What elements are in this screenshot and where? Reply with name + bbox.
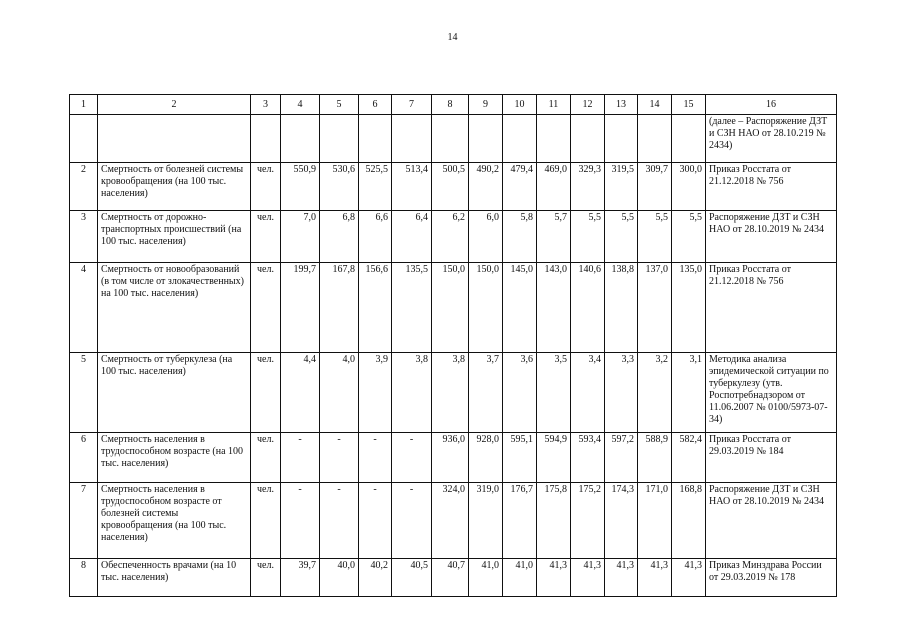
- value-cell: 500,5: [432, 163, 469, 211]
- table-row: [70, 559, 837, 597]
- header-cell: 2: [98, 95, 251, 115]
- value-cell: -: [320, 433, 359, 483]
- source-cell: Приказ Росстата от 21.12.2018 № 756: [706, 163, 837, 211]
- value-cell: 137,0: [638, 263, 672, 353]
- header-cell: 4: [281, 95, 320, 115]
- value-cell: 176,7: [503, 483, 537, 559]
- value-cell: 5,5: [571, 211, 605, 263]
- value-cell: 3,4: [571, 353, 605, 433]
- value-cell: -: [392, 483, 432, 559]
- value-cell: 4,4: [281, 353, 320, 433]
- value-cell: 41,3: [571, 559, 605, 597]
- indicator-name: Смертность населения в трудоспособном возрасте (на 100 тыс. населения): [98, 433, 251, 483]
- value-cell: 5,5: [638, 211, 672, 263]
- value-cell: 6,8: [320, 211, 359, 263]
- unit-cell: чел.: [251, 433, 281, 483]
- value-cell: 6,6: [359, 211, 392, 263]
- value-cell: 41,0: [503, 559, 537, 597]
- value-cell: 928,0: [469, 433, 503, 483]
- value-cell: 5,5: [605, 211, 638, 263]
- continuation-note: (далее – Распоряжение ДЗТ и СЗН НАО от 28.10.219 № 2434): [706, 115, 837, 163]
- header-cell: 12: [571, 95, 605, 115]
- table-row: [70, 353, 837, 433]
- row-index: 3: [70, 211, 98, 263]
- header-cell: 9: [469, 95, 503, 115]
- unit-cell: чел.: [251, 263, 281, 353]
- value-cell: 7,0: [281, 211, 320, 263]
- unit-cell: чел.: [251, 483, 281, 559]
- value-cell: 3,9: [359, 353, 392, 433]
- value-cell: 6,4: [392, 211, 432, 263]
- value-cell: 3,8: [392, 353, 432, 433]
- indicator-name: Обеспеченность врачами (на 10 тыс. населения): [98, 559, 251, 597]
- value-cell: 588,9: [638, 433, 672, 483]
- value-cell: 319,0: [469, 483, 503, 559]
- value-cell: -: [281, 433, 320, 483]
- indicator-name: Смертность от новообразований (в том числе от злокачественных) на 100 тыс. населения): [98, 263, 251, 353]
- value-cell: 156,6: [359, 263, 392, 353]
- value-cell: 6,0: [469, 211, 503, 263]
- value-cell: 479,4: [503, 163, 537, 211]
- value-cell: -: [359, 433, 392, 483]
- value-cell: 329,3: [571, 163, 605, 211]
- value-cell: 3,8: [432, 353, 469, 433]
- value-cell: 171,0: [638, 483, 672, 559]
- value-cell: -: [320, 483, 359, 559]
- source-cell: Распоряжение ДЗТ и СЗН НАО от 28.10.2019 № 2434: [706, 483, 837, 559]
- value-cell: 150,0: [469, 263, 503, 353]
- source-cell: Приказ Росстата от 21.12.2018 № 756: [706, 263, 837, 353]
- table-row: [70, 483, 837, 559]
- header-cell: 1: [70, 95, 98, 115]
- value-cell: 550,9: [281, 163, 320, 211]
- table-row: [70, 263, 837, 353]
- value-cell: 595,1: [503, 433, 537, 483]
- value-cell: 41,3: [638, 559, 672, 597]
- indicator-name: Смертность от дорожно-транспортных происшествий (на 100 тыс. населения): [98, 211, 251, 263]
- header-cell: 10: [503, 95, 537, 115]
- header-cell: 16: [706, 95, 837, 115]
- value-cell: 582,4: [672, 433, 706, 483]
- value-cell: -: [392, 433, 432, 483]
- value-cell: 199,7: [281, 263, 320, 353]
- header-cell: 8: [432, 95, 469, 115]
- value-cell: 39,7: [281, 559, 320, 597]
- header-row: [70, 95, 837, 115]
- value-cell: 936,0: [432, 433, 469, 483]
- value-cell: 143,0: [537, 263, 571, 353]
- header-cell: 3: [251, 95, 281, 115]
- value-cell: 513,4: [392, 163, 432, 211]
- row-index: 8: [70, 559, 98, 597]
- value-cell: 469,0: [537, 163, 571, 211]
- value-cell: 324,0: [432, 483, 469, 559]
- value-cell: 145,0: [503, 263, 537, 353]
- value-cell: 3,6: [503, 353, 537, 433]
- unit-cell: чел.: [251, 559, 281, 597]
- value-cell: 40,7: [432, 559, 469, 597]
- value-cell: 5,7: [537, 211, 571, 263]
- value-cell: -: [359, 483, 392, 559]
- continuation-row: [70, 115, 837, 163]
- value-cell: 41,3: [537, 559, 571, 597]
- value-cell: 525,5: [359, 163, 392, 211]
- value-cell: 3,3: [605, 353, 638, 433]
- value-cell: 175,8: [537, 483, 571, 559]
- page-number: 14: [447, 32, 458, 43]
- table-row: [70, 211, 837, 263]
- header-cell: 11: [537, 95, 571, 115]
- value-cell: 138,8: [605, 263, 638, 353]
- value-cell: 135,0: [672, 263, 706, 353]
- value-cell: 140,6: [571, 263, 605, 353]
- unit-cell: чел.: [251, 211, 281, 263]
- row-index: 2: [70, 163, 98, 211]
- value-cell: 593,4: [571, 433, 605, 483]
- value-cell: 41,0: [469, 559, 503, 597]
- value-cell: -: [281, 483, 320, 559]
- value-cell: 4,0: [320, 353, 359, 433]
- value-cell: 530,6: [320, 163, 359, 211]
- header-cell: 15: [672, 95, 706, 115]
- value-cell: 41,3: [672, 559, 706, 597]
- table-row: [70, 433, 837, 483]
- header-cell: 5: [320, 95, 359, 115]
- source-cell: Методика анализа эпидемической ситуации по туберкулезу (утв. Роспотребнадзором от 11.06.2007 № 0100/5973-07-34): [706, 353, 837, 433]
- row-index: 5: [70, 353, 98, 433]
- value-cell: 135,5: [392, 263, 432, 353]
- indicator-name: Смертность населения в трудоспособном возрасте от болезней системы кровообращения (на 100 тыс. населения): [98, 483, 251, 559]
- header-cell: 7: [392, 95, 432, 115]
- source-cell: Приказ Минздрава России от 29.03.2019 № 178: [706, 559, 837, 597]
- value-cell: 5,5: [672, 211, 706, 263]
- value-cell: 309,7: [638, 163, 672, 211]
- table-row: [70, 163, 837, 211]
- header-cell: 13: [605, 95, 638, 115]
- value-cell: 150,0: [432, 263, 469, 353]
- value-cell: 175,2: [571, 483, 605, 559]
- value-cell: 319,5: [605, 163, 638, 211]
- row-index: 7: [70, 483, 98, 559]
- value-cell: 40,2: [359, 559, 392, 597]
- value-cell: 300,0: [672, 163, 706, 211]
- unit-cell: чел.: [251, 353, 281, 433]
- value-cell: 594,9: [537, 433, 571, 483]
- value-cell: 168,8: [672, 483, 706, 559]
- header-cell: 14: [638, 95, 672, 115]
- value-cell: 597,2: [605, 433, 638, 483]
- row-index: 4: [70, 263, 98, 353]
- value-cell: 5,8: [503, 211, 537, 263]
- value-cell: 3,5: [537, 353, 571, 433]
- header-cell: 6: [359, 95, 392, 115]
- indicator-table: [69, 94, 837, 597]
- unit-cell: чел.: [251, 163, 281, 211]
- value-cell: 3,2: [638, 353, 672, 433]
- source-cell: Распоряжение ДЗТ и СЗН НАО от 28.10.2019 № 2434: [706, 211, 837, 263]
- indicator-name: Смертность от болезней системы кровообращения (на 100 тыс. населения): [98, 163, 251, 211]
- value-cell: 3,7: [469, 353, 503, 433]
- value-cell: 174,3: [605, 483, 638, 559]
- value-cell: 40,0: [320, 559, 359, 597]
- row-index: 6: [70, 433, 98, 483]
- value-cell: 3,1: [672, 353, 706, 433]
- value-cell: 40,5: [392, 559, 432, 597]
- indicator-name: Смертность от туберкулеза (на 100 тыс. населения): [98, 353, 251, 433]
- value-cell: 490,2: [469, 163, 503, 211]
- value-cell: 41,3: [605, 559, 638, 597]
- value-cell: 167,8: [320, 263, 359, 353]
- source-cell: Приказ Росстата от 29.03.2019 № 184: [706, 433, 837, 483]
- value-cell: 6,2: [432, 211, 469, 263]
